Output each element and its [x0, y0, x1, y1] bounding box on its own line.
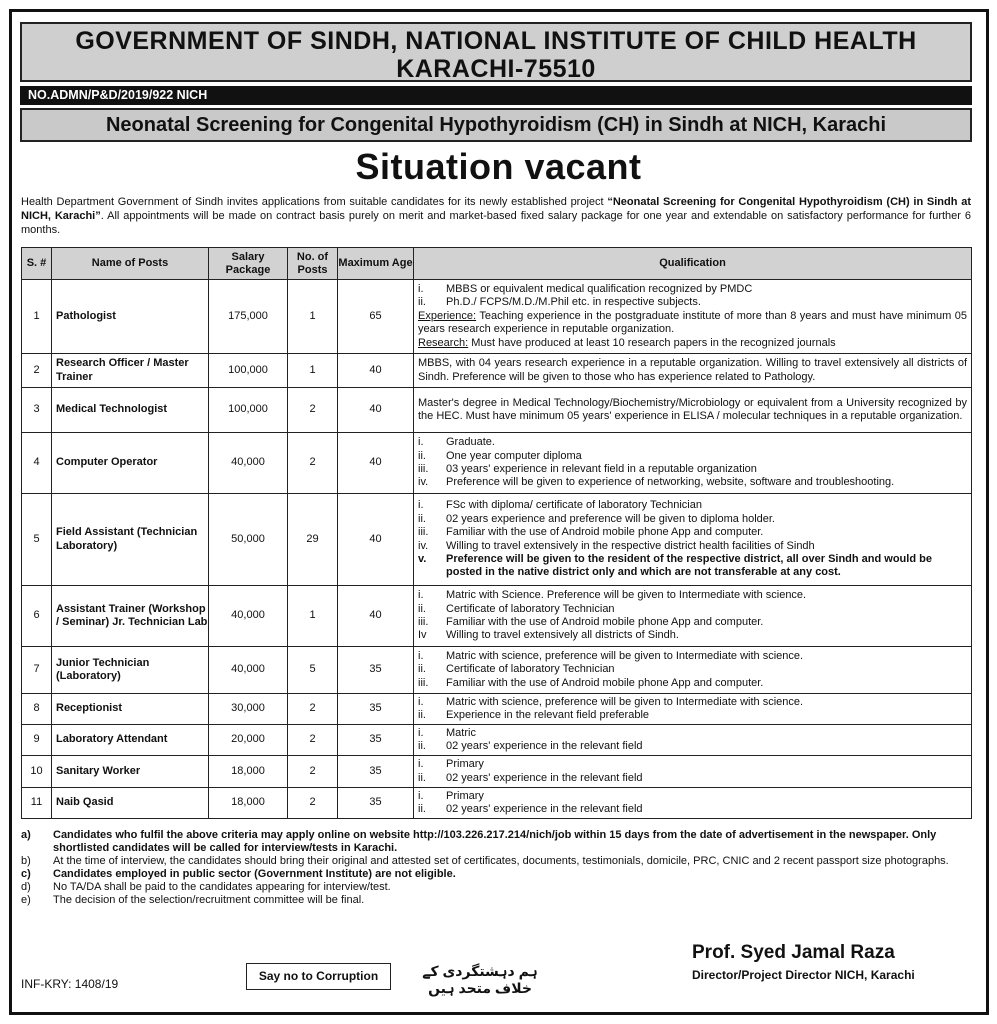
q-marker: i. [418, 589, 424, 602]
row-sno: 4 [22, 433, 52, 494]
q-text: Familiar with the use of Android mobile phone App and computer. [446, 526, 764, 539]
inf-number: INF-KRY: 1408/19 [21, 977, 119, 991]
row-posts: 2 [288, 433, 338, 494]
reference-number: NO.ADMN/P&D/2019/922 NICH [20, 86, 972, 105]
header-posts: No. of Posts [288, 248, 338, 280]
row-salary: 175,000 [209, 280, 288, 354]
urdu-slogan: ہم دہشتگردی کے خلاف متحد ہیں [422, 963, 538, 996]
q-marker: i. [418, 436, 424, 449]
row-posts: 2 [288, 756, 338, 788]
row-post: Field Assistant (Technician Laboratory) [52, 494, 209, 586]
q-text: Certificate of laboratory Technician [446, 602, 615, 615]
q-text: 03 years' experience in relevant field in a reputable organization [446, 463, 757, 475]
jobs-table [21, 247, 972, 819]
q-text: Willing to travel extensively in the respective district health facilities of Sindh [446, 539, 815, 552]
row-sno: 10 [22, 756, 52, 788]
q-marker: ii. [418, 449, 426, 462]
q-text: Matric [446, 726, 476, 739]
row-posts: 2 [288, 788, 338, 819]
note-text: The decision of the selection/recruitment committee will be final. [53, 894, 365, 906]
notes-list [21, 829, 971, 907]
q-marker: iii. [418, 616, 429, 628]
q-marker: i. [418, 499, 424, 512]
note-item [21, 894, 971, 907]
q-text: Preference will be given to experience of networking, website, software and troubleshooting. [446, 476, 895, 489]
q-marker: i. [418, 726, 424, 739]
note-marker: b) [21, 855, 31, 867]
headline: Situation vacant [355, 146, 642, 187]
row-sno: 3 [22, 388, 52, 433]
note-text: No TA/DA shall be paid to the candidates appearing for interview/test. [53, 881, 391, 893]
row-salary: 100,000 [209, 388, 288, 433]
q-text: Primary [446, 789, 484, 802]
row-age: 35 [338, 725, 414, 756]
note-marker: c) [21, 868, 31, 880]
q-marker: iv. [418, 476, 429, 489]
q-text: Preference will be given to the resident of the respective district, all over Sindh and would be posted in the native district only and which are not transferable at any cost. [446, 552, 932, 579]
q-marker: i. [418, 758, 424, 771]
q-text: 02 years' experience in the relevant field [446, 740, 643, 752]
q-text: FSc with diploma/ certificate of laboratory Technician [446, 499, 702, 512]
row-post: Research Officer / Master Trainer [52, 354, 209, 388]
q-text: Certificate of laboratory Technician [446, 663, 615, 676]
row-posts: 1 [288, 280, 338, 354]
q-marker: iii. [418, 676, 429, 689]
table-row [22, 280, 972, 354]
table-row [22, 494, 972, 586]
row-post: Sanitary Worker [52, 756, 209, 788]
q-text: Willing to travel extensively all districts of Sindh. [446, 629, 679, 642]
row-age: 40 [338, 433, 414, 494]
row-post: Junior Technician (Laboratory) [52, 647, 209, 694]
row-posts: 2 [288, 725, 338, 756]
header-post: Name of Posts [52, 248, 209, 280]
experience-text: Teaching experience in the postgraduate institute of more than 8 years and must have minimum 05 years research experience in reputable organization. [418, 309, 967, 336]
q-marker: ii. [418, 512, 426, 525]
row-salary: 30,000 [209, 694, 288, 725]
table-row [22, 586, 972, 647]
intro-part-1: Health Department Government of Sindh invites applications from suitable candidates for its newly established project [21, 196, 608, 208]
q-text: Familiar with the use of Android mobile phone App and computer. [446, 616, 764, 628]
note-marker: d) [21, 881, 31, 893]
row-qualification: MBBS, with 04 years research experience in a reputable organization. Willing to travel extensively all districts of Sindh. Preference will be given to those who has experience related to Pathology. [414, 354, 972, 388]
q-marker: Iv [418, 629, 427, 642]
q-marker: ii. [418, 803, 426, 815]
q-marker: i. [418, 649, 424, 662]
q-marker: iv. [418, 539, 429, 552]
q-text: Matric with Science. Preference will be given to Intermediate with science. [446, 589, 807, 602]
row-age: 40 [338, 494, 414, 586]
row-salary: 20,000 [209, 725, 288, 756]
note-marker: a) [21, 829, 31, 841]
row-sno: 6 [22, 586, 52, 647]
q-marker: i. [418, 789, 424, 802]
q-text: MBBS or equivalent medical qualification recognized by PMDC [446, 282, 753, 295]
row-age: 35 [338, 788, 414, 819]
row-qualification [414, 725, 972, 756]
row-post: Assistant Trainer (Workshop / Seminar) Jr. Technician Lab [52, 586, 209, 647]
table-row [22, 725, 972, 756]
table-row [22, 694, 972, 725]
row-post: Pathologist [52, 280, 209, 354]
intro-part-2: . All appointments will be made on contract basis purely on merit and market-based fixed salary package for one year and extendable on satisfactory performance for further 6 months. [21, 210, 972, 236]
q-text: Matric with science, preference will be given to Intermediate with science. [446, 649, 804, 662]
row-sno: 1 [22, 280, 52, 354]
row-salary: 100,000 [209, 354, 288, 388]
row-sno: 11 [22, 788, 52, 819]
q-marker: i. [418, 282, 424, 295]
header-line-1: GOVERNMENT OF SINDH, NATIONAL INSTITUTE OF CHILD HEALTH [75, 27, 917, 55]
research-label: Research: [418, 336, 469, 349]
row-qualification: Master's degree in Medical Technology/Biochemistry/Microbiology or equivalent from a University recognized by the HEC. Must have minimum 05 years' experience in ELISA / molecular techniques in a reputable organization. [414, 388, 972, 433]
row-age: 35 [338, 694, 414, 725]
table-row [22, 756, 972, 788]
row-salary: 18,000 [209, 756, 288, 788]
row-qualification [414, 756, 972, 788]
q-text: 02 years experience and preference will be given to diploma holder. [446, 512, 775, 525]
row-salary: 18,000 [209, 788, 288, 819]
row-salary: 40,000 [209, 647, 288, 694]
row-posts: 5 [288, 647, 338, 694]
row-post: Computer Operator [52, 433, 209, 494]
row-age: 35 [338, 647, 414, 694]
q-marker: ii. [418, 296, 426, 309]
table-header-row [22, 248, 972, 280]
table-row [22, 647, 972, 694]
q-text: Matric with science, preference will be given to Intermediate with science. [446, 695, 804, 708]
research-text: Must have produced at least 10 research papers in the recognized journals [468, 336, 836, 349]
note-text: Candidates employed in public sector (Government Institute) are not eligible. [53, 868, 456, 880]
row-sno: 5 [22, 494, 52, 586]
row-qualification [414, 433, 972, 494]
q-marker: ii. [418, 771, 426, 784]
q-marker: ii. [418, 740, 426, 752]
row-post: Laboratory Attendant [52, 725, 209, 756]
say-no-to-corruption-badge: Say no to Corruption [246, 963, 391, 990]
row-qualification [414, 647, 972, 694]
experience-label: Experience: [418, 309, 477, 322]
signatory-title: Director/Project Director NICH, Karachi [692, 968, 915, 982]
row-age: 65 [338, 280, 414, 354]
row-qualification [414, 494, 972, 586]
header-box [20, 22, 972, 82]
row-sno: 7 [22, 647, 52, 694]
row-age: 40 [338, 388, 414, 433]
q-marker: iii. [418, 463, 429, 475]
row-qualification [414, 788, 972, 819]
row-posts: 1 [288, 354, 338, 388]
row-salary: 40,000 [209, 586, 288, 647]
q-text: 02 years' experience in the relevant field [446, 803, 643, 815]
note-text: At the time of interview, the candidates should bring their original and attested set of certificates, documents, testimonials, domicile, PRC, CNIC and 2 recent passport size photographs. [53, 855, 949, 867]
q-marker: ii. [418, 602, 426, 615]
row-sno: 8 [22, 694, 52, 725]
row-age: 35 [338, 756, 414, 788]
header-sno: S. # [22, 248, 52, 280]
q-marker: v. [418, 552, 427, 565]
row-sno: 2 [22, 354, 52, 388]
table-row [22, 788, 972, 819]
note-item [21, 855, 971, 868]
row-salary: 40,000 [209, 433, 288, 494]
header-salary: Salary Package [209, 248, 288, 280]
q-text: Primary [446, 758, 484, 771]
row-age: 40 [338, 354, 414, 388]
q-marker: ii. [418, 709, 426, 721]
intro-paragraph [21, 195, 971, 237]
header-line-2: KARACHI-75510 [396, 55, 596, 83]
table-row [22, 388, 972, 433]
signatory-name: Prof. Syed Jamal Raza [692, 942, 895, 963]
row-post: Medical Technologist [52, 388, 209, 433]
q-text: Graduate. [446, 436, 495, 449]
row-sno: 9 [22, 725, 52, 756]
q-marker: ii. [418, 663, 426, 676]
row-salary: 50,000 [209, 494, 288, 586]
row-posts: 1 [288, 586, 338, 647]
row-age: 40 [338, 586, 414, 647]
row-posts: 29 [288, 494, 338, 586]
row-post: Receptionist [52, 694, 209, 725]
q-text: Ph.D./ FCPS/M.D./M.Phil etc. in respective subjects. [446, 296, 701, 309]
table-row [22, 433, 972, 494]
intro-project-name: “Neonatal Screening for Congenital Hypothyroidism (CH) in Sindh at NICH, Karachi” [21, 196, 971, 222]
q-marker: i. [418, 695, 424, 708]
row-qualification [414, 586, 972, 647]
table-row [22, 354, 972, 388]
row-posts: 2 [288, 694, 338, 725]
header-age: Maximum Age [338, 248, 414, 280]
q-text: One year computer diploma [446, 449, 582, 462]
row-posts: 2 [288, 388, 338, 433]
row-post: Naib Qasid [52, 788, 209, 819]
project-title: Neonatal Screening for Congenital Hypothyroidism (CH) in Sindh at NICH, Karachi [20, 108, 972, 142]
note-item [21, 881, 971, 894]
q-text: 02 years' experience in the relevant field [446, 771, 643, 784]
note-text: Candidates who fulfil the above criteria may apply online on website http://103.226.217.214/nich/job within 15 days from the date of advertisement in the newspaper. Only shortlisted candidates will be called for interview/tests in Karachi. [53, 829, 937, 854]
header-qualification: Qualification [414, 248, 972, 280]
row-qualification [414, 280, 972, 354]
note-item [21, 829, 971, 855]
note-item [21, 868, 971, 881]
q-text: Familiar with the use of Android mobile phone App and computer. [446, 676, 764, 689]
q-text: Experience in the relevant field preferable [446, 709, 650, 721]
row-qualification [414, 694, 972, 725]
note-marker: e) [21, 894, 31, 906]
q-marker: iii. [418, 526, 429, 539]
